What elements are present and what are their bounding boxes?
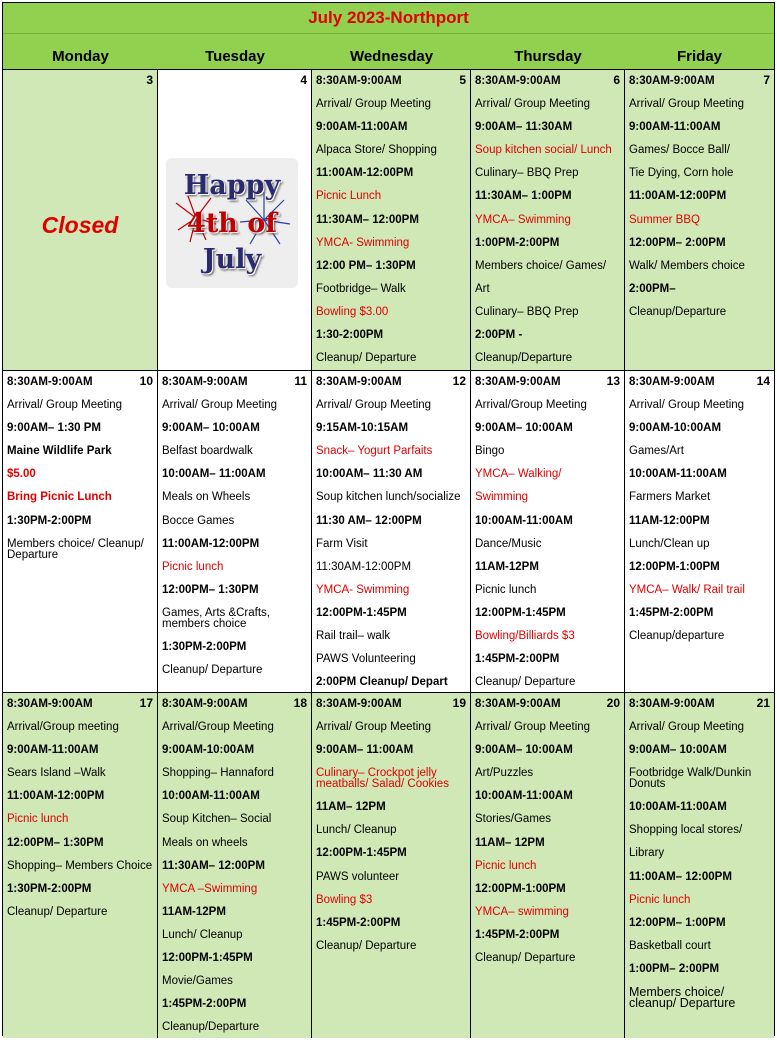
schedule-item: 8:30AM-9:00AM [316, 75, 402, 87]
schedule-item: 12:00PM-1:45PM [316, 606, 407, 619]
schedule-item: YMCA- Swimming [316, 236, 410, 249]
schedule-item: Bocce Games [162, 514, 235, 527]
schedule-item: Lunch/Clean up [629, 537, 710, 550]
schedule-item: Farm Visit [316, 537, 368, 550]
day-cell-21 [625, 693, 774, 1038]
day-cell-10 [3, 371, 158, 692]
schedule-item: Games/Art [629, 445, 684, 458]
schedule-item: Snack– Yogurt Parfaits [316, 445, 433, 458]
schedule-item: 11AM– 12PM [475, 836, 545, 849]
schedule-item: Arrival/ Group Meeting [316, 98, 432, 111]
schedule-item: 9:00AM– 11:00AM [316, 744, 414, 757]
schedule-item: Lunch/ Cleanup [162, 928, 243, 941]
schedule-item: Arrival/ Group Meeting [629, 721, 745, 734]
schedule-item: Culinary– BBQ Prep [475, 167, 579, 180]
day-cell-7 [625, 70, 774, 370]
image-text-july: July [202, 244, 262, 275]
day-number: 21 [756, 696, 770, 710]
day-cell-5 [312, 70, 471, 370]
weekday-thursday: Thursday [514, 48, 582, 65]
schedule-item: 1:30-2:00PM [316, 329, 384, 342]
calendar-title: July 2023-Northport [3, 3, 774, 34]
weekday-header [3, 34, 774, 70]
day-number: 3 [146, 73, 153, 87]
schedule-list [475, 371, 620, 692]
day-number: 11 [294, 374, 307, 388]
schedule-item: 8:30AM-9:00AM [316, 376, 402, 388]
schedule-item: 10:00AM-11:00AM [475, 790, 573, 803]
schedule-item: Cleanup/ Departure [162, 664, 263, 677]
weekday-wednesday: Wednesday [349, 48, 434, 65]
schedule-item: Footbridge– Walk [316, 282, 406, 295]
schedule-item: 8:30AM-9:00AM [162, 376, 248, 388]
schedule-item: Library [629, 847, 665, 860]
schedule-item: 8:30AM-9:00AM [475, 698, 561, 710]
schedule-item: Games, Arts &Crafts, members choice [162, 606, 270, 630]
schedule-list [475, 693, 620, 970]
schedule-item: 8:30AM-9:00AM [162, 698, 248, 710]
schedule-item: 12:00PM– 1:30PM [162, 583, 259, 596]
schedule-item: 9:00AM– 10:00AM [162, 422, 260, 435]
week-2 [3, 371, 774, 693]
day-cell-12 [312, 371, 471, 692]
schedule-item: Bowling $3.00 [316, 305, 389, 318]
schedule-item: Cleanup/Departure [162, 1021, 260, 1034]
schedule-item: 8:30AM-9:00AM [475, 75, 561, 87]
schedule-item: 10:00AM– 11:00AM [162, 468, 266, 481]
day-number: 13 [606, 374, 620, 388]
schedule-list [629, 693, 770, 1015]
day-cell-3 [3, 70, 158, 370]
calendar [2, 2, 775, 1036]
day-cell-4 [158, 70, 312, 370]
schedule-item: 11:30AM– 1:00PM [475, 190, 572, 203]
schedule-item: $5.00 [7, 468, 36, 481]
schedule-item: Summer BBQ [629, 213, 700, 226]
schedule-item: 12:00PM– 2:00PM [629, 236, 726, 249]
schedule-item: Members choice/ cleanup/ Departure [629, 985, 736, 1011]
schedule-item: Tie Dying, Corn hole [629, 167, 734, 180]
schedule-item: Meals on Wheels [162, 491, 251, 504]
schedule-item: Cleanup/Departure [629, 305, 727, 318]
schedule-item: 11:30AM– 12:00PM [162, 859, 265, 872]
schedule-item: Picnic lunch [162, 560, 224, 573]
schedule-item: 1:00PM– 2:00PM [629, 962, 720, 975]
schedule-item: 11AM– 12PM [316, 801, 386, 814]
schedule-item: Arrival/Group meeting [7, 721, 119, 734]
schedule-item: 8:30AM-9:00AM [7, 698, 93, 710]
schedule-item: 9:15AM-10:15AM [316, 422, 409, 435]
schedule-item: Culinary– BBQ Prep [475, 305, 579, 318]
schedule-item: Arrival/ Group Meeting [475, 721, 591, 734]
schedule-item: 8:30AM-9:00AM [475, 376, 561, 388]
schedule-item: 1:00PM-2:00PM [475, 236, 560, 249]
schedule-item: 10:00AM-11:00AM [162, 790, 260, 803]
schedule-item: YMCA- Swimming [316, 583, 410, 596]
schedule-item: Cleanup/ Departure [316, 939, 417, 952]
schedule-item: Culinary– Crockpot jelly meatballs/ Salad/ Cookies [316, 767, 449, 791]
schedule-item: Sears Island –Walk [7, 767, 106, 780]
schedule-list [7, 693, 153, 924]
schedule-item: Arrival/ Group Meeting [316, 399, 432, 412]
schedule-list [629, 70, 770, 324]
schedule-list [316, 693, 466, 958]
schedule-item: 12:00PM-1:00PM [475, 882, 566, 895]
schedule-item: Soup kitchen social/ Lunch [475, 144, 612, 157]
day-cell-6 [471, 70, 625, 370]
schedule-item: Picnic lunch [475, 859, 537, 872]
schedule-item: PAWS volunteer [316, 870, 400, 883]
schedule-item: Arrival/ Group Meeting [629, 98, 745, 111]
schedule-item: Cleanup/ Departure [316, 352, 417, 365]
schedule-item: 1:45PM-2:00PM [316, 916, 401, 929]
day-cell-11 [158, 371, 312, 692]
schedule-item: Meals on wheels [162, 836, 248, 849]
day-number: 17 [139, 696, 153, 710]
schedule-item: 8:30AM-9:00AM [629, 376, 715, 388]
schedule-item: Members choice/ Cleanup/ Departure [7, 537, 144, 561]
schedule-item: 8:30AM-9:00AM [629, 75, 715, 87]
schedule-item: Cleanup/ Departure [475, 676, 576, 689]
schedule-item: 11:30 AM– 12:00PM [316, 514, 422, 527]
schedule-item: 11:00AM-12:00PM [162, 537, 260, 550]
schedule-item: 12:00PM-1:45PM [316, 847, 407, 860]
weekday-monday: Monday [52, 48, 109, 65]
schedule-item: Alpaca Store/ Shopping [316, 144, 437, 157]
schedule-item: Art [475, 282, 490, 295]
day-number: 18 [293, 696, 307, 710]
schedule-item: 1:45PM-2:00PM [629, 606, 714, 619]
schedule-item: Soup Kitchen– Social [162, 813, 272, 826]
schedule-item: Picnic lunch [475, 583, 537, 596]
schedule-item: YMCA– Walking/ [475, 468, 562, 481]
day-number: 7 [763, 73, 770, 87]
schedule-item: 9:00AM– 10:00AM [475, 422, 573, 435]
schedule-list [7, 371, 153, 567]
schedule-item: Bingo [475, 445, 505, 458]
schedule-item: 1:30PM-2:00PM [7, 882, 92, 895]
schedule-item: 1:45PM-2:00PM [162, 998, 247, 1011]
schedule-item: YMCA –Swimming [162, 882, 258, 895]
schedule-item: Cleanup/ Departure [7, 905, 108, 918]
schedule-list [316, 70, 466, 370]
schedule-item: Farmers Market [629, 491, 711, 504]
schedule-item: Art/Puzzles [475, 767, 534, 780]
schedule-item: Walk/ Members choice [629, 259, 745, 272]
week-3 [3, 693, 774, 1038]
schedule-item: Basketball court [629, 939, 711, 952]
schedule-item: Arrival/ Group Meeting [7, 399, 123, 412]
schedule-item: Arrival/ Group Meeting [316, 721, 432, 734]
schedule-item: 9:00AM-11:00AM [629, 121, 721, 134]
schedule-item: 8:30AM-9:00AM [7, 376, 93, 388]
schedule-item: YMCA– Swimming [475, 213, 571, 226]
weekday-friday: Friday [676, 48, 722, 65]
image-text-4th-of: 4th of [187, 208, 277, 239]
schedule-item: 11:00AM-12:00PM [629, 190, 727, 203]
schedule-list [316, 371, 466, 692]
schedule-item: 12:00PM– 1:30PM [7, 836, 104, 849]
schedule-item: 11:30AM– 12:00PM [316, 213, 419, 226]
schedule-list [475, 70, 620, 370]
schedule-item: Arrival/ Group Meeting [629, 399, 745, 412]
schedule-item: Rail trail– walk [316, 630, 391, 643]
schedule-item: 11:30AM-12:00PM [316, 560, 412, 573]
image-text-happy: Happy [183, 170, 281, 201]
schedule-item: Arrival/ Group Meeting [162, 399, 278, 412]
schedule-item: YMCA– swimming [475, 905, 569, 918]
schedule-item: 11AM-12PM [162, 905, 226, 918]
schedule-item: Soup kitchen lunch/socialize [316, 491, 461, 504]
schedule-item: Bowling $3 [316, 893, 373, 906]
day-number: 12 [452, 374, 466, 388]
schedule-item: Shopping– Hannaford [162, 767, 274, 780]
schedule-item: Arrival/Group Meeting [162, 721, 274, 734]
schedule-item: Footbridge Walk/Dunkin Donuts [629, 767, 752, 791]
day-number: 14 [756, 374, 770, 388]
schedule-item: Members choice/ Games/ [475, 259, 607, 272]
schedule-item: 8:30AM-9:00AM [629, 698, 715, 710]
schedule-item: Arrival/Group Meeting [475, 399, 587, 412]
schedule-list [162, 693, 307, 1038]
schedule-item: PAWS Volunteering [316, 653, 416, 666]
weekday-tuesday: Tuesday [205, 48, 265, 65]
schedule-item: 1:45PM-2:00PM [475, 928, 560, 941]
schedule-item: 12:00PM-1:45PM [162, 952, 253, 965]
schedule-item: 11AM-12PM [475, 560, 539, 573]
schedule-item: Picnic Lunch [316, 190, 382, 203]
schedule-item: Games/ Bocce Ball/ [629, 144, 730, 157]
schedule-item: Lunch/ Cleanup [316, 824, 397, 837]
schedule-item: 2:00PM– [629, 282, 676, 295]
schedule-item: Swimming [475, 491, 529, 504]
schedule-item: 11:00AM– 12:00PM [629, 870, 732, 883]
day-cell-18 [158, 693, 312, 1038]
schedule-item: Cleanup/departure [629, 630, 725, 643]
schedule-item: 12:00PM-1:45PM [475, 606, 566, 619]
day-number: 6 [613, 73, 620, 87]
schedule-list [629, 371, 770, 648]
schedule-item: 1:45PM-2:00PM [475, 653, 560, 666]
schedule-item: Shopping local stores/ [629, 824, 743, 837]
schedule-item: Picnic lunch [629, 893, 691, 906]
schedule-item: 1:30PM-2:00PM [7, 514, 92, 527]
day-number: 4 [300, 73, 307, 87]
day-cell-14 [625, 371, 774, 692]
schedule-item: Bowling/Billiards $3 [475, 630, 575, 643]
schedule-item: Cleanup/Departure [475, 352, 573, 365]
schedule-item: Arrival/ Group Meeting [475, 98, 591, 111]
closed-label: Closed [41, 212, 119, 238]
schedule-item: Bring Picnic Lunch [7, 491, 112, 504]
day-number: 10 [139, 374, 153, 388]
schedule-item: 11:00AM-12:00PM [316, 167, 414, 180]
schedule-item: 10:00AM– 11:30 AM [316, 468, 423, 481]
schedule-item: 12:00PM– 1:00PM [629, 916, 726, 929]
day-cell-17 [3, 693, 158, 1038]
schedule-item: 9:00AM– 11:30AM [475, 121, 573, 134]
schedule-item: 12:00 PM– 1:30PM [316, 259, 416, 272]
week-1 [3, 70, 774, 371]
schedule-item: 9:00AM-10:00AM [162, 744, 255, 757]
schedule-item: 9:00AM-11:00AM [316, 121, 408, 134]
schedule-item: 9:00AM-10:00AM [629, 422, 722, 435]
day-cell-13 [471, 371, 625, 692]
day-number: 19 [452, 696, 466, 710]
schedule-item: Belfast boardwalk [162, 445, 253, 458]
schedule-item: 10:00AM-11:00AM [475, 514, 573, 527]
schedule-item: 11AM-12:00PM [629, 514, 710, 527]
schedule-item: YMCA– Walk/ Rail trail [629, 583, 745, 596]
day-number: 20 [606, 696, 620, 710]
schedule-item: Stories/Games [475, 813, 552, 826]
schedule-item: 10:00AM-11:00AM [629, 468, 727, 481]
schedule-item: 9:00AM– 10:00AM [475, 744, 573, 757]
happy-4th-of-july-image [166, 158, 298, 288]
schedule-item: Movie/Games [162, 975, 233, 988]
schedule-item: Picnic lunch [7, 813, 69, 826]
schedule-item: 12:00PM-1:00PM [629, 560, 720, 573]
schedule-item: Maine Wildlife Park [7, 445, 112, 458]
schedule-item: 1:30PM-2:00PM [162, 640, 247, 653]
schedule-item: 2:00PM - [475, 329, 523, 342]
day-cell-19 [312, 693, 471, 1038]
schedule-item: 2:00PM Cleanup/ Depart [316, 676, 448, 689]
schedule-item: Shopping– Members Choice [7, 859, 153, 872]
schedule-item: 9:00AM– 1:30 PM [7, 422, 101, 435]
schedule-item: 9:00AM– 10:00AM [629, 744, 727, 757]
schedule-item: 8:30AM-9:00AM [316, 698, 402, 710]
schedule-item: 9:00AM-11:00AM [7, 744, 99, 757]
day-cell-20 [471, 693, 625, 1038]
schedule-item: 11:00AM-12:00PM [7, 790, 105, 803]
schedule-item: Dance/Music [475, 537, 542, 550]
schedule-list [162, 371, 307, 682]
schedule-item: Cleanup/ Departure [475, 952, 576, 965]
schedule-item: 10:00AM-11:00AM [629, 801, 727, 814]
day-number: 5 [459, 73, 466, 87]
